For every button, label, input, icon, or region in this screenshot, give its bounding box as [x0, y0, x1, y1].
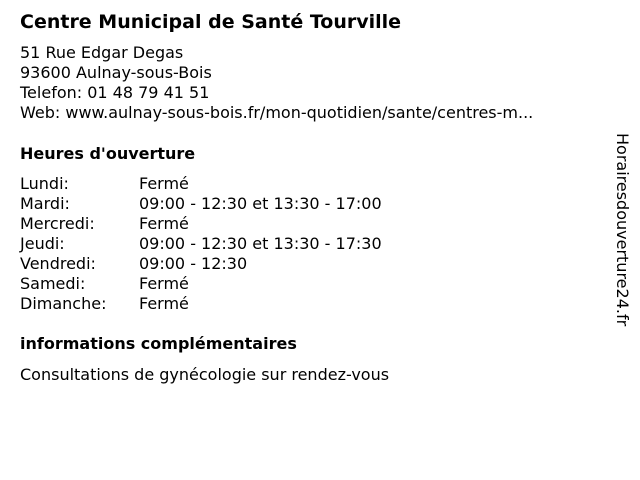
additional-info-text: Consultations de gynécologie sur rendez-vous	[20, 365, 390, 384]
city-address: 93600 Aulnay-sous-Bois	[20, 63, 212, 82]
day-label: Mardi:	[20, 194, 70, 213]
hours-value: 09:00 - 12:30	[139, 254, 248, 273]
additional-info-heading: informations complémentaires	[20, 334, 297, 353]
hours-value: 09:00 - 12:30 et 13:30 - 17:30	[139, 234, 382, 253]
address-block	[20, 43, 533, 123]
hours-value: Fermé	[139, 174, 189, 193]
day-label: Mercredi:	[20, 214, 95, 233]
phone-number: Telefon: 01 48 79 41 51	[20, 83, 210, 102]
opening-hours-heading: Heures d'ouverture	[20, 144, 196, 163]
day-label: Dimanche:	[20, 294, 107, 313]
day-label: Vendredi:	[20, 254, 96, 273]
hours-value: 09:00 - 12:30 et 13:30 - 17:00	[139, 194, 382, 213]
website-link[interactable]: Web: www.aulnay-sous-bois.fr/mon-quotidien/sante/centres-m...	[20, 103, 534, 122]
day-label: Lundi:	[20, 174, 69, 193]
hours-value: Fermé	[139, 214, 189, 233]
day-label: Samedi:	[20, 274, 86, 293]
day-label: Jeudi:	[20, 234, 65, 253]
hours-value: Fermé	[139, 294, 189, 313]
street-address: 51 Rue Edgar Degas	[20, 43, 184, 62]
hours-value: Fermé	[139, 274, 189, 293]
site-watermark: Horairesdouverture24.fr	[613, 133, 632, 327]
page-title: Centre Municipal de Santé Tourville	[20, 11, 402, 33]
